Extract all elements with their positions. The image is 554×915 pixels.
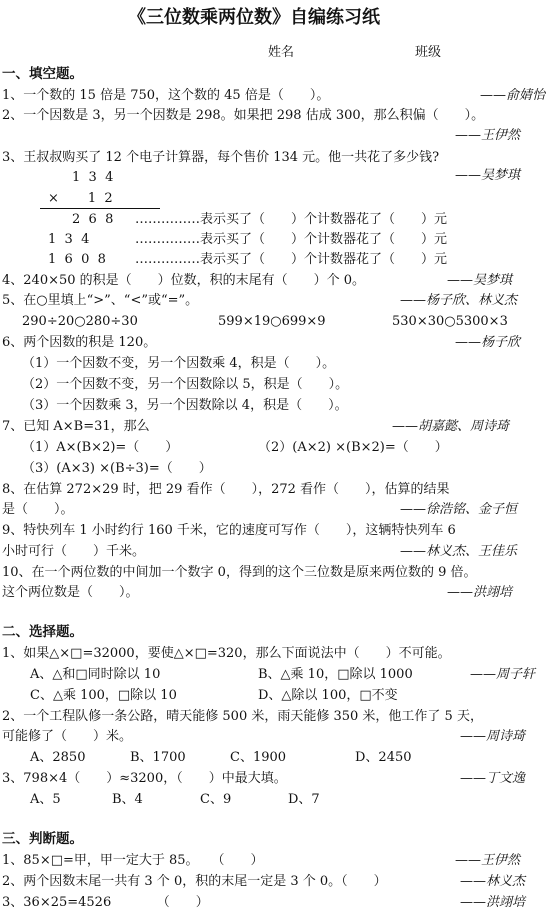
s1-q5-item-c: 530×30○5300×3 bbox=[392, 314, 508, 329]
s3-question-3: 3、36×25=4526 （ ） bbox=[2, 895, 209, 910]
s1-q7-author: ——胡嘉懿、周诗琦 bbox=[392, 419, 510, 434]
s1-q3-author: ——吴梦琪 bbox=[455, 168, 521, 183]
s1-q8-author: ——徐浩铭、金子恒 bbox=[400, 502, 518, 517]
s1-q6-part-3: （3）一个因数乘 3，另一个因数除以 4，积是（ ）。 bbox=[22, 398, 348, 413]
s2-q2-option-b: B、1700 bbox=[130, 750, 186, 765]
calc-row-1: 1 3 4 bbox=[72, 170, 114, 185]
s3-q1-author: ——王伊然 bbox=[455, 853, 521, 868]
section-1-heading: 一、填空题。 bbox=[2, 66, 83, 82]
s2-q1-option-b: B、△乘 10，□除以 1000 bbox=[258, 667, 413, 682]
s3-question-2: 2、两个因数末尾一共有 3 个 0，积的末尾一定是 3 个 0。（ ） bbox=[2, 874, 387, 889]
s1-question-10: 10、在一个两位数的中间加一个数字 0，得到的这个三位数是原来两位数的 9 倍。 bbox=[2, 565, 477, 580]
s2-q1-option-a: A、△和□同时除以 10 bbox=[30, 667, 161, 682]
s2-q2-option-c: C、1900 bbox=[230, 750, 287, 765]
name-label: 姓名 bbox=[268, 45, 295, 60]
section-3-heading: 三、判断题。 bbox=[2, 831, 83, 847]
s1-question-10-cont: 这个两位数是（ ）。 bbox=[2, 585, 139, 600]
s2-question-1: 1、如果△×□=32000，要使△×□=320，那么下面说法中（ ）不可能。 bbox=[2, 646, 451, 661]
s1-q4-author: ——吴梦琪 bbox=[447, 273, 513, 288]
s2-q1-option-d: D、△除以 100，□不变 bbox=[258, 688, 398, 703]
calc-row-4: 1 3 4 bbox=[48, 232, 90, 247]
s2-q3-option-a: A、5 bbox=[30, 792, 61, 807]
s2-q3-author: ——丁文逸 bbox=[460, 771, 526, 786]
s1-q2-author: ——王伊然 bbox=[455, 128, 521, 143]
s3-q3-author: ——洪翊培 bbox=[460, 895, 526, 910]
s2-question-3: 3、798×4（ ）≈3200，（ ）中最大填。 bbox=[2, 771, 287, 786]
s2-q2-option-d: D、2450 bbox=[355, 750, 412, 765]
s1-q7-part-3: （3）(A×3) ×(B÷3)=（ ） bbox=[22, 461, 212, 476]
s1-q5-item-b: 599×19○699×9 bbox=[218, 314, 326, 329]
s1-question-8: 8、在估算 272×29 时，把 29 看作（ ），272 看作（ ），估算的结果 bbox=[2, 482, 450, 497]
s1-q6-part-1: （1）一个因数不变，另一个因数乘 4，积是（ ）。 bbox=[22, 356, 336, 371]
s1-question-1: 1、一个数的 15 倍是 750，这个数的 45 倍是（ ）。 bbox=[2, 88, 330, 103]
s1-question-3: 3、王叔叔购买了 12 个电子计算器，每个售价 134 元。他一共花了多少钱? bbox=[2, 150, 440, 165]
s1-q6-part-2: （2）一个因数不变，另一个因数除以 5，积是（ ）。 bbox=[22, 377, 349, 392]
s2-question-2: 2、一个工程队修一条公路，晴天能修 500 米，雨天能修 350 米，他工作了 5 天， bbox=[2, 709, 483, 724]
s1-question-9-cont: 小时可行（ ）千米。 bbox=[2, 544, 146, 559]
s1-q5-author: ——杨子欣、林义杰 bbox=[400, 293, 518, 308]
s2-q2-author: ——周诗琦 bbox=[460, 729, 526, 744]
s1-q7-part-2: （2）(A×2) ×(B×2)=（ ） bbox=[258, 440, 448, 455]
s1-question-9: 9、特快列车 1 小时约行 160 千米，它的速度可写作（ ），这辆特快列车 6 bbox=[2, 523, 456, 538]
s1-question-5: 5、在○里填上“>”、“<”或“=”。 bbox=[2, 293, 199, 308]
calc-row-2: × 1 2 bbox=[48, 191, 113, 206]
s3-q2-author: ——林义杰 bbox=[460, 874, 526, 889]
s2-q3-option-d: D、7 bbox=[288, 792, 320, 807]
section-2-heading: 二、选择题。 bbox=[2, 624, 83, 640]
s1-q6-author: ——杨子欣 bbox=[455, 335, 521, 350]
s3-question-1: 1、85×□=甲，甲一定大于 85。 （ ） bbox=[2, 853, 264, 868]
s2-q1-author: ——周子轩 bbox=[470, 667, 536, 682]
calc-divider bbox=[40, 208, 160, 209]
s2-q1-option-c: C、△乘 100，□除以 10 bbox=[30, 688, 177, 703]
s2-q3-option-c: C、9 bbox=[200, 792, 232, 807]
s1-question-7: 7、已知 A×B=31，那么 bbox=[2, 419, 150, 434]
calc-row-3: 2 6 8 bbox=[72, 212, 114, 227]
s1-question-4: 4、240×50 的积是（ ）位数，积的末尾有（ ）个 0。 bbox=[2, 273, 366, 288]
calc-row-5-note: ……………表示买了（ ）个计数器花了（ ）元 bbox=[135, 252, 448, 267]
s1-q7-part-1: （1）A×(B×2)=（ ） bbox=[22, 440, 179, 455]
page-title: 《三位数乘两位数》自编练习纸 bbox=[128, 7, 380, 28]
s1-q5-item-a: 290÷20○280÷30 bbox=[22, 314, 138, 329]
s2-question-2-cont: 可能修了（ ）米。 bbox=[2, 729, 133, 744]
s1-question-6: 6、两个因数的积是 120。 bbox=[2, 335, 157, 350]
calc-row-5: 1 6 0 8 bbox=[48, 252, 106, 267]
s2-q3-option-b: B、4 bbox=[112, 792, 143, 807]
s1-q10-author: ——洪翊培 bbox=[447, 585, 513, 600]
s2-q2-option-a: A、2850 bbox=[30, 750, 86, 765]
class-label: 班级 bbox=[415, 45, 442, 60]
s1-q9-author: ——林义杰、王佳乐 bbox=[400, 544, 518, 559]
s1-question-8-cont: 是（ ）。 bbox=[2, 502, 74, 517]
s1-question-2: 2、一个因数是 3，另一个因数是 298。如果把 298 估成 300，那么积偏（ ）。 bbox=[2, 108, 485, 123]
calc-row-4-note: ……………表示买了（ ）个计数器花了（ ）元 bbox=[135, 232, 448, 247]
s1-q1-author: ——俞婧怡 bbox=[480, 88, 546, 103]
calc-row-3-note: ……………表示买了（ ）个计数器花了（ ）元 bbox=[135, 212, 448, 227]
